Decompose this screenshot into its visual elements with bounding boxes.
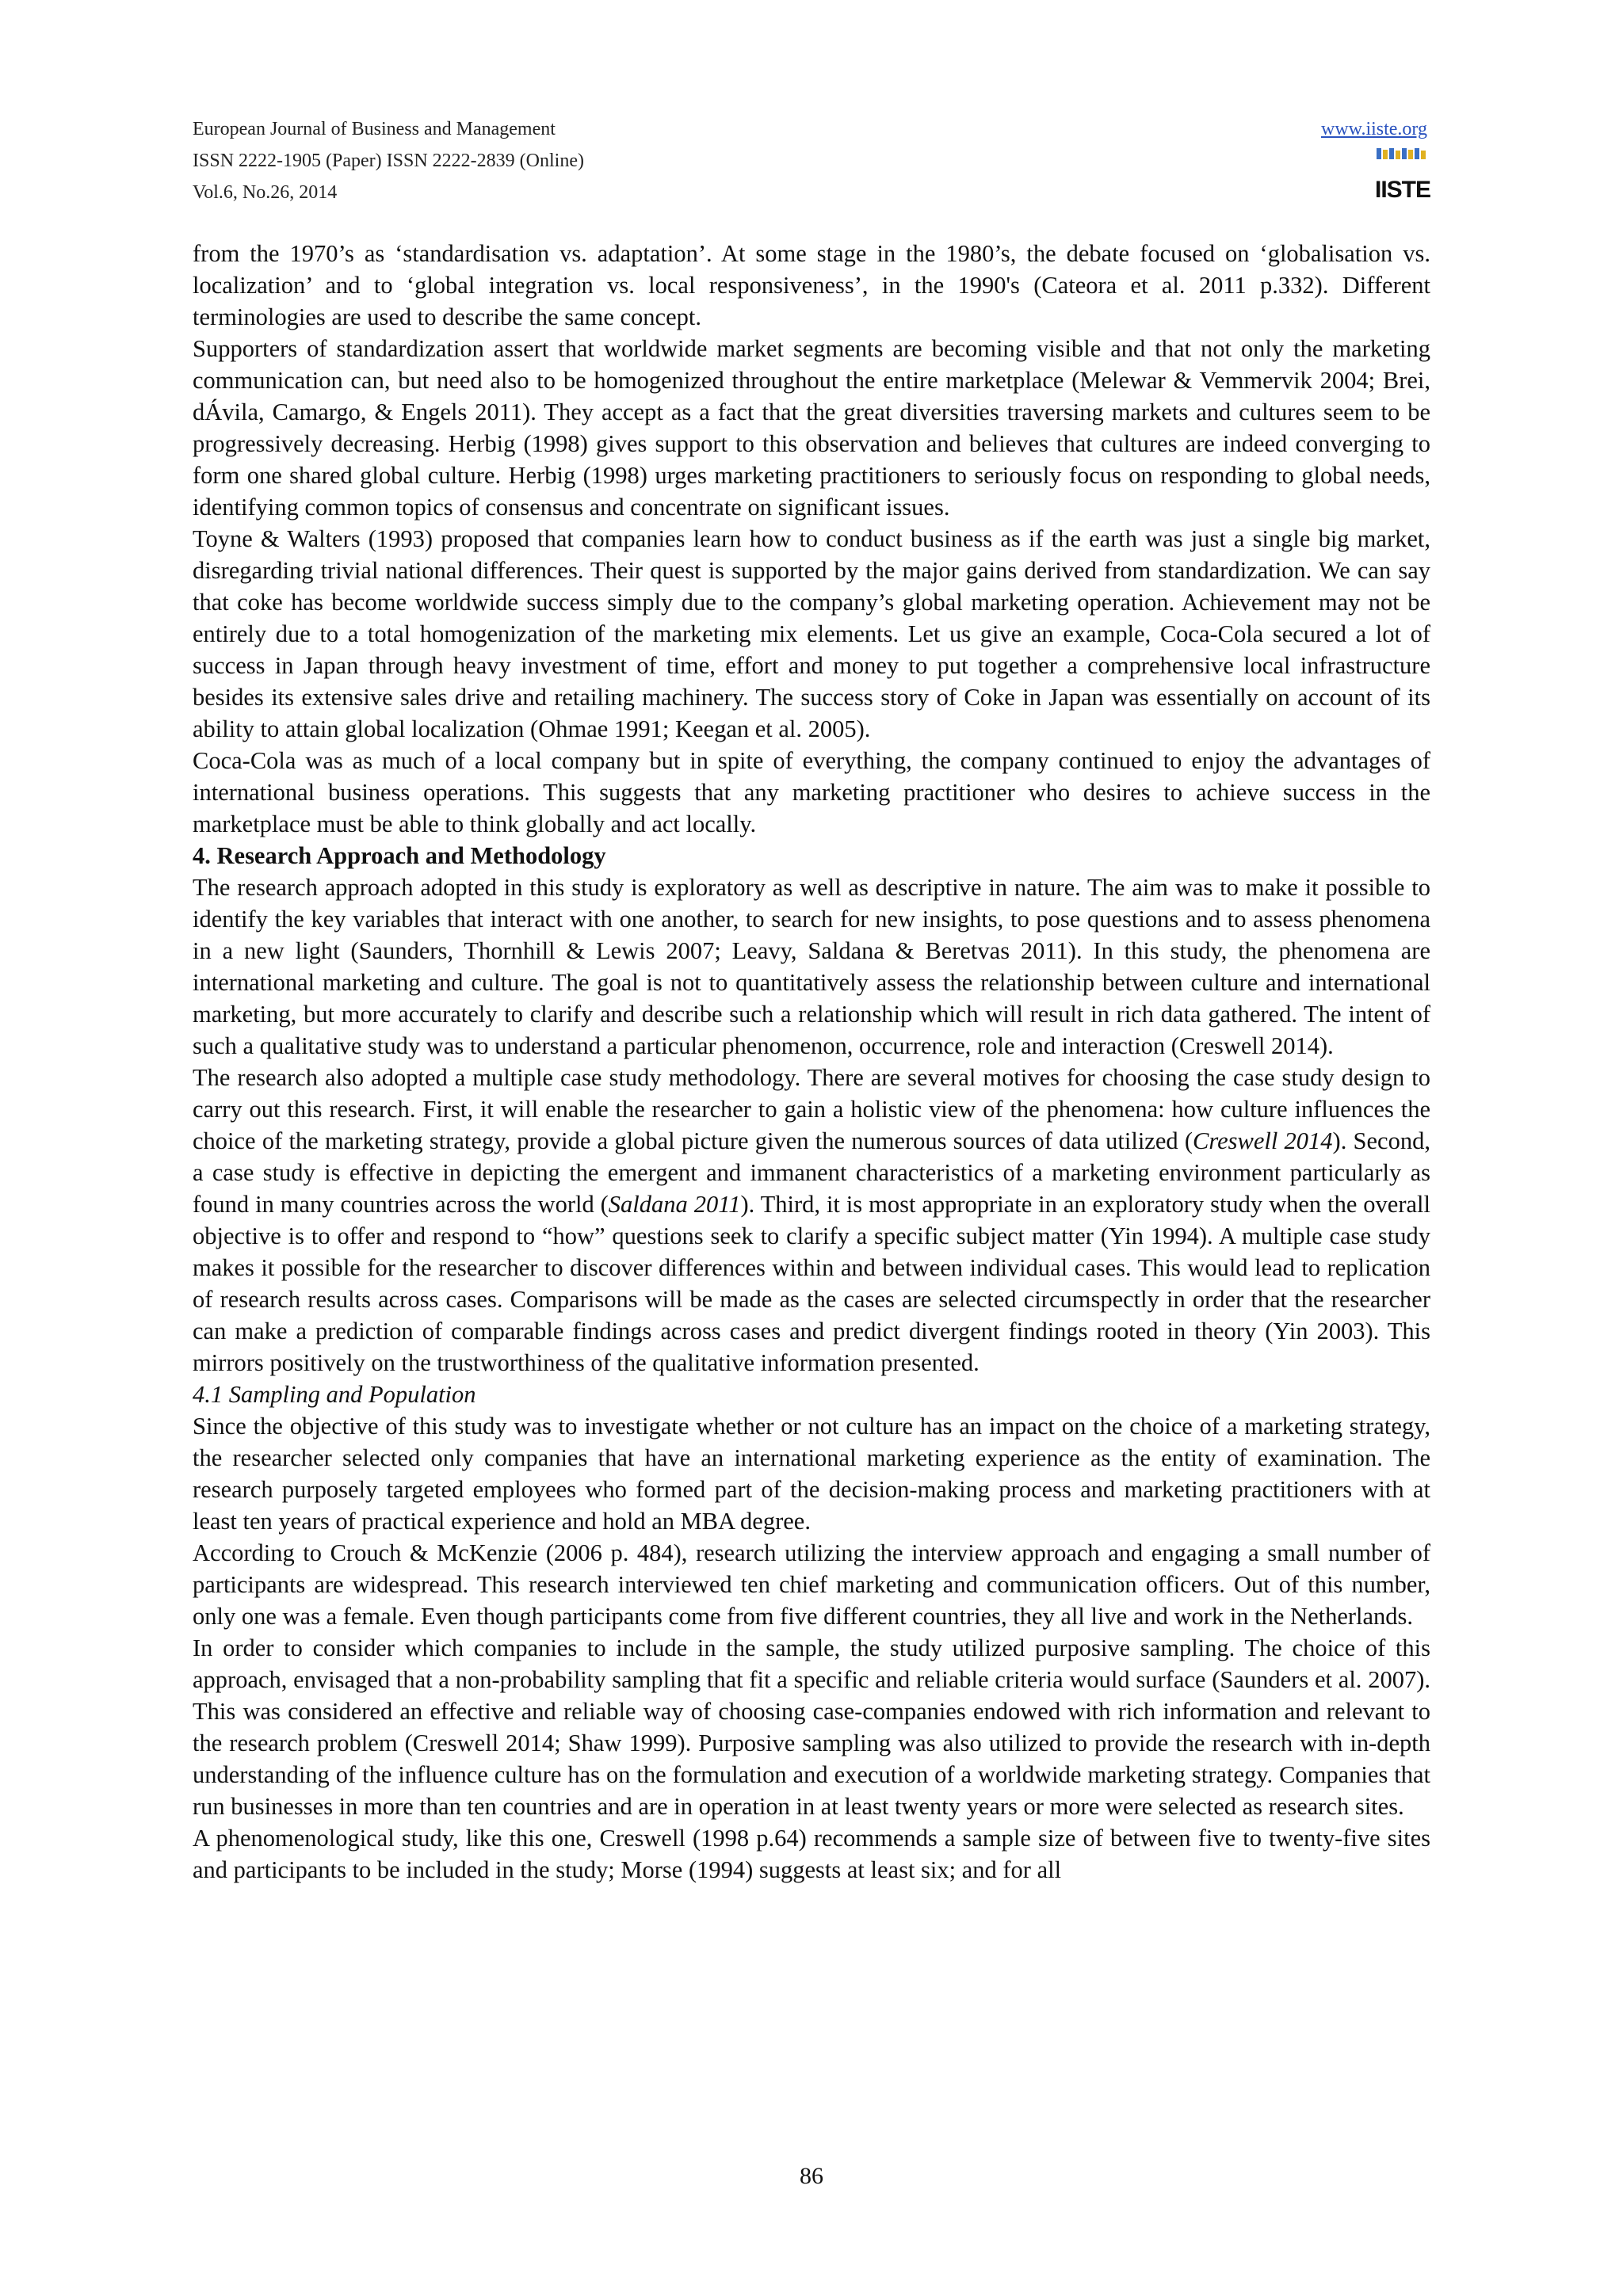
- paragraph-standardisation-history: from the 1970’s as ‘standardisation vs. adaptation’. At some stage in the 1980’s, the debate focused on ‘globalisation vs. localization’ and to ‘global integration vs. local responsiveness’, in the 1990's (Cateora et al. 2011 p.332). Different terminologies are used to describe the same concept.: [193, 240, 1430, 330]
- article-body: [193, 238, 1430, 1886]
- paragraph-case-study-methodology: The research also adopted a multiple case study methodology. There are several motives for choosing the case study design to carry out this research. First, it will enable the researcher to gain a holistic view of the phenomena: how culture influences the choice of the marketing strategy, provide a global picture given the numerous sources of data utilized (Creswell 2014). Second, a case study is effective in depicting the emergent and immanent characteristics of a marketing environment particularly as found in many countries across the world (Saldana 2011). Third, it is most appropriate in an exploratory study when the overall objective is to offer and respond to “how” questions seek to clarify a specific subject matter (Yin 1994). A multiple case study makes it possible for the researcher to discover differences within and between individual cases. This would lead to replication of research results across cases. Comparisons will be made as the cases are selected circumspectly in order that the researcher can make a prediction of comparable findings across cases and predict divergent findings rooted in theory (Yin 2003). This mirrors positively on the trustworthiness of the qualitative information presented.: [193, 1064, 1430, 1376]
- subsection-heading-sampling: 4.1 Sampling and Population: [193, 1381, 476, 1408]
- section-heading-research-approach: 4. Research Approach and Methodology: [193, 842, 606, 869]
- volume-line: Vol.6, No.26, 2014: [193, 182, 338, 203]
- logo-wordmark: IISTE: [1375, 177, 1430, 203]
- paragraph-sample-size: A phenomenological study, like this one, Creswell (1998 p.64) recommends a sample size of between five to twenty-five sites and participants to be included in the study; Morse (1994) suggests at least six; and for all: [193, 1825, 1430, 1883]
- paragraph-toyne-walters: Toyne & Walters (1993) proposed that companies learn how to conduct business as if the earth was just a single big market, disregarding trivial national differences. Their quest is supported by the major gains derived from standardization. We can say that coke has become worldwide success simply due to the company’s global marketing operation. Achievement may not be entirely due to a total homogenization of the marketing mix elements. Let us give an example, Coca-Cola secured a lot of success in Japan through heavy investment of time, effort and money to put together a comprehensive local infrastructure besides its extensive sales drive and retailing machinery. The success story of Coke in Japan was essentially on account of its ability to attain global localization (Ohmae 1991; Keegan et al. 2005).: [193, 525, 1430, 742]
- citation-creswell: Creswell 2014: [1193, 1127, 1333, 1154]
- journal-title: European Journal of Business and Management: [193, 119, 556, 139]
- citation-saldana: Saldana 2011: [608, 1191, 741, 1218]
- issn-line: ISSN 2222-1905 (Paper) ISSN 2222-2839 (Online): [193, 151, 584, 171]
- page-number: 86: [800, 2163, 823, 2189]
- journal-link[interactable]: www.iiste.org: [1321, 119, 1427, 139]
- iiste-logo: [1375, 147, 1430, 204]
- running-header: [193, 113, 584, 208]
- paragraph-research-approach: The research approach adopted in this study is exploratory as well as descriptive in nature. The aim was to make it possible to identify the key variables that interact with one another, to search for new insights, to pose questions and to assess phenomena in a new light (Saunders, Thornhill & Lewis 2007; Leavy, Saldana & Beretvas 2011). In this study, the phenomena are international marketing and culture. The goal is not to quantitatively assess the relationship between culture and international marketing, but more accurately to clarify and describe such a relationship which will result in rich data gathered. The intent of such a qualitative study was to understand a particular phenomenon, occurrence, role and interaction (Creswell 2014).: [193, 874, 1430, 1059]
- paragraph-standardization-supporters: Supporters of standardization assert that worldwide market segments are becoming visible and that not only the marketing communication can, but need also to be homogenized throughout the entire marketplace (Melewar & Vemmervik 2004; Brei, dÁvila, Camargo, & Engels 2011). They accept as a fact that the great diversities traversing markets and cultures seem to be progressively decreasing. Herbig (1998) gives support to this observation and believes that cultures are indeed converging to form one shared global culture. Herbig (1998) urges marketing practitioners to seriously focus on responding to global needs, identifying common topics of consensus and concentrate on significant issues.: [193, 335, 1430, 521]
- paragraph-purposive-sampling: In order to consider which companies to include in the sample, the study utilized purposive sampling. The choice of this approach, envisaged that a non-probability sampling that fit a specific and reliable criteria would surface (Saunders et al. 2007). This was considered an effective and reliable way of choosing case-companies endowed with rich information and relevant to the research problem (Creswell 2014; Shaw 1999). Purposive sampling was also utilized to provide the research with in-depth understanding of the influence culture has on the formulation and execution of a worldwide marketing strategy. Companies that run businesses in more than ten countries and are in operation in at least twenty years or more were selected as research sites.: [193, 1634, 1430, 1820]
- paragraph-coca-cola: Coca-Cola was as much of a local company but in spite of everything, the company continued to enjoy the advantages of international business operations. This suggests that any marketing practitioner who desires to achieve success in the marketplace must be able to think globally and act locally.: [193, 747, 1430, 837]
- paragraph-interview-participants: According to Crouch & McKenzie (2006 p. 484), research utilizing the interview approach and engaging a small number of participants are widespread. This research interviewed ten chief marketing and communication officers. Out of this number, only one was a female. Even though participants come from five different countries, they all live and work in the Netherlands.: [193, 1539, 1430, 1630]
- paragraph-sampling-objective: Since the objective of this study was to investigate whether or not culture has an impact on the choice of a marketing strategy, the researcher selected only companies that have an international marketing experience as the entity of examination. The research purposely targeted employees who formed part of the decision-making process and marketing practitioners with at least ten years of practical experience and hold an MBA degree.: [193, 1413, 1430, 1535]
